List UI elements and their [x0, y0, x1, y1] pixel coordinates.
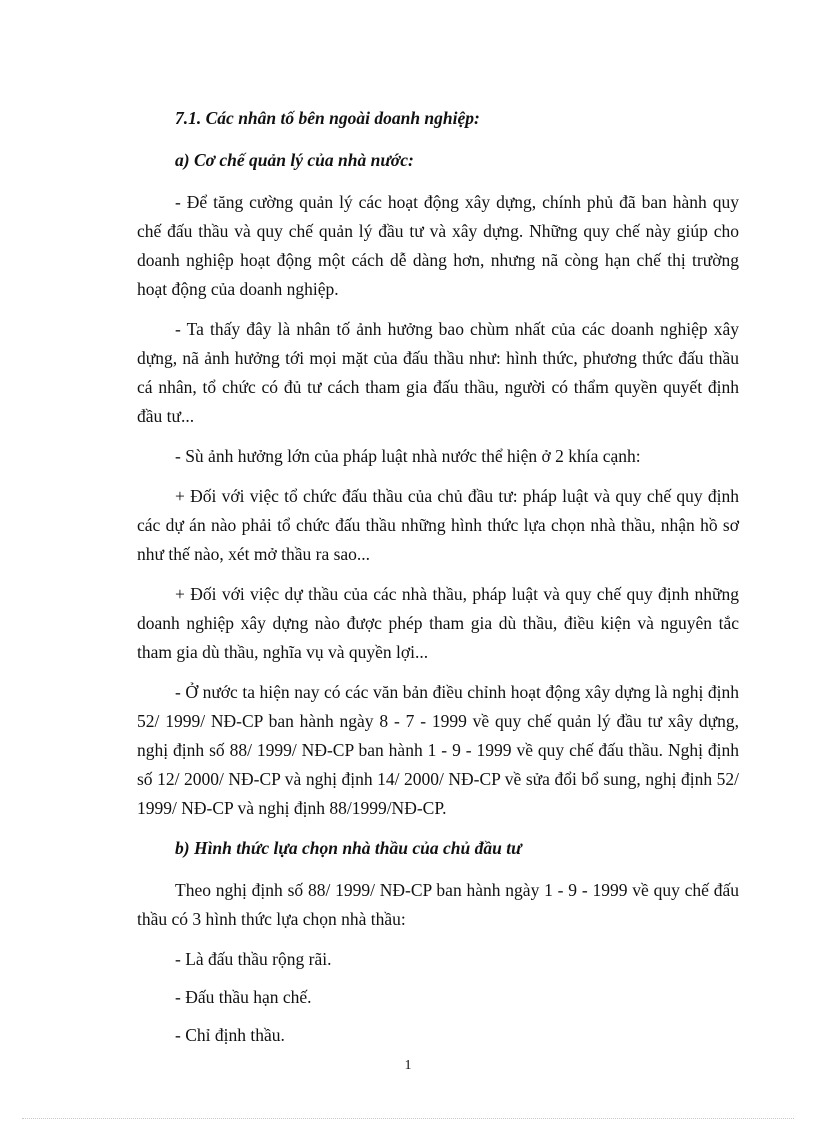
list-item: - Đấu thầu hạn chế.	[175, 987, 312, 1007]
paragraph-a-4: + Đối với việc tổ chức đấu thầu của chủ đầu tư: pháp luật và quy chế quy định các dự án nào phải tổ chức đấu thầu những hình thức lựa chọn nhà thầu, nhận hồ sơ như thế nào, xét mở thầu ra sao...	[137, 486, 739, 564]
subsection-b-title: b) Hình thức lựa chọn nhà thầu của chủ đầu tư	[175, 838, 522, 858]
paragraph-b-intro: Theo nghị định số 88/ 1999/ NĐ-CP ban hành ngày 1 - 9 - 1999 về quy chế đấu thầu có 3 hình thức lựa chọn nhà thầu:	[137, 880, 739, 929]
paragraph-a-2: - Ta thấy đây là nhân tố ảnh hưởng bao chùm nhất của các doanh nghiệp xây dựng, nã ảnh hưởng tới mọi mặt của đấu thầu như: hình thức, phương thức đấu thầu cá nhân, tổ chức có đủ tư cách tham gia đấu thầu, người có thẩm quyền quyết định đầu tư...	[137, 319, 739, 426]
section-title: 7.1. Các nhân tố bên ngoài doanh nghiệp:	[175, 108, 480, 128]
page-content	[137, 104, 739, 1059]
subsection-a-title: a) Cơ chế quản lý của nhà nước:	[175, 150, 414, 170]
paragraph-a-5: + Đối với việc dự thầu của các nhà thầu, pháp luật và quy chế quy định những doanh nghiệp xây dựng nào được phép tham gia dù thầu, điều kiện và nguyên tắc tham gia dù thầu, nghĩa vụ và quyền lợi...	[137, 584, 739, 662]
list-item: - Là đấu thầu rộng rãi.	[175, 949, 332, 969]
page-number: 1	[404, 1058, 412, 1073]
page-bottom-divider	[22, 1118, 794, 1119]
paragraph-a-6: - Ở nước ta hiện nay có các văn bản điều chỉnh hoạt động xây dựng là nghị định 52/ 1999/ NĐ-CP ban hành ngày 8 - 7 - 1999 về quy chế quản lý đầu tư xây dựng, nghị định số 88/ 1999/ NĐ-CP ban hành 1 - 9 - 1999 về quy chế đấu thầu. Nghị định số 12/ 2000/ NĐ-CP và nghị định 14/ 2000/ NĐ-CP về sửa đổi bổ sung, nghị định 52/ 1999/ NĐ-CP và nghị định 88/1999/NĐ-CP.	[137, 682, 739, 818]
paragraph-a-1: - Để tăng cường quản lý các hoạt động xây dựng, chính phủ đã ban hành quy chế đấu thầu và quy chế quản lý đầu tư và xây dựng. Những quy chế này giúp cho doanh nghiệp hoạt động một cách dễ dàng hơn, nhưng nã còng hạn chế thị trường hoạt động của doanh nghiệp.	[137, 192, 739, 299]
paragraph-a-3: - Sù ảnh hưởng lớn của pháp luật nhà nước thể hiện ở 2 khía cạnh:	[175, 446, 641, 466]
list-item: - Chỉ định thầu.	[175, 1025, 285, 1045]
